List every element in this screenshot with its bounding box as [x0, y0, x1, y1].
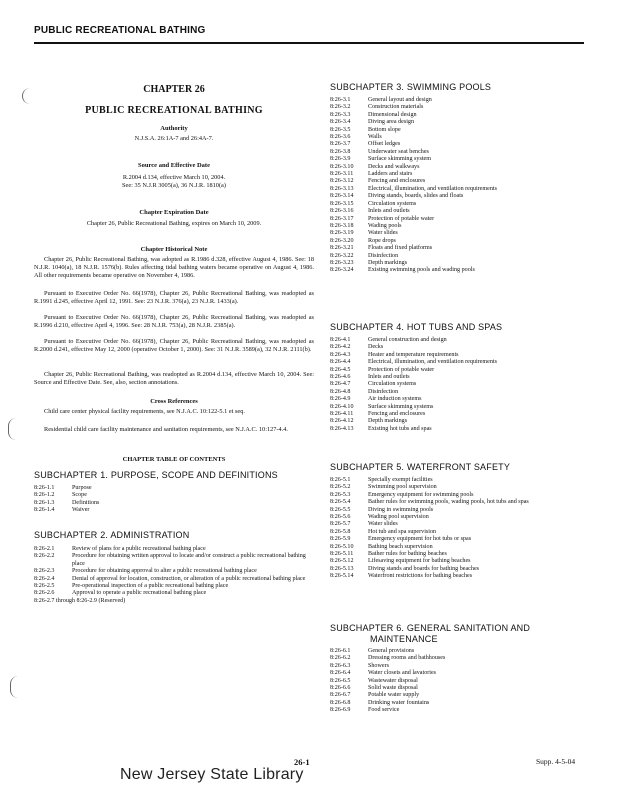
- section-title: Diving stands and boards for bathing beaches: [368, 565, 480, 572]
- toc-item[interactable]: [330, 484, 590, 491]
- section-number: 8:26-3.22: [330, 252, 354, 259]
- section-title: Water closets and lavatories: [368, 670, 437, 677]
- toc-item[interactable]: [330, 216, 590, 223]
- toc-item[interactable]: [34, 492, 314, 499]
- cross-references-heading: Cross References: [150, 398, 198, 405]
- section-title: Hot tub and spa supervision: [368, 528, 437, 535]
- section-number: 8:26-3.11: [330, 171, 354, 178]
- section-number: 8:26-3.8: [330, 148, 351, 155]
- toc-item[interactable]: [330, 536, 590, 543]
- section-title: Definitions: [72, 499, 100, 506]
- section-title: Protection of potable water: [368, 215, 435, 222]
- toc-item[interactable]: [330, 692, 590, 699]
- page-number: 26-1: [294, 757, 310, 767]
- toc-item[interactable]: [330, 201, 590, 208]
- section-title: Depth markings: [368, 418, 408, 425]
- subchapter-1-list: [34, 485, 314, 515]
- section-title: Emergency equipment for swimming pools: [368, 491, 474, 498]
- subchapter-5-heading: SUBCHAPTER 5. WATERFRONT SAFETY: [330, 462, 511, 472]
- section-number: 8:26-4.1: [330, 337, 351, 343]
- section-number: 8:26-3.5: [330, 126, 351, 133]
- toc-item[interactable]: [330, 663, 590, 670]
- toc-item[interactable]: [330, 404, 590, 411]
- section-number: 8:26-4.6: [330, 374, 351, 381]
- toc-item[interactable]: [330, 396, 590, 403]
- section-number: 8:26-6.8: [330, 699, 351, 706]
- section-number: 8:26-3.21: [330, 245, 354, 252]
- section-title: Disinfection: [368, 388, 399, 395]
- section-number: 8:26-3.19: [330, 230, 354, 237]
- history-paragraph: Pursuant to Executive Order No. 66(1978), Chapter 26, Public Recreational Bathing, was readopted as R.1991 d.245, effective April 12, 1991. See: 23 N.J.R. 376(a), 23 N.J.R. 1433(a).: [34, 290, 314, 305]
- toc-item[interactable]: [330, 208, 590, 215]
- section-title: Diving stands, boards, slides and floats: [368, 193, 464, 200]
- section-title: Water slides: [368, 230, 398, 237]
- toc-item[interactable]: [330, 253, 590, 260]
- section-number: 8:26-3.15: [330, 200, 354, 207]
- cross-reference: Residential child care facility maintenance and sanitation requirements, see N.J.A.C. 10:127-4.4.: [44, 426, 288, 433]
- section-title: Scope: [72, 492, 87, 499]
- section-number: 8:26-5.1: [330, 477, 351, 483]
- section-title: Approval to operate a public recreational bathing place: [72, 590, 207, 597]
- section-title: Protection of potable water: [368, 366, 435, 373]
- library-stamp: New Jersey State Library: [120, 766, 304, 783]
- toc-item[interactable]: [330, 367, 590, 374]
- toc-item[interactable]: [330, 670, 590, 677]
- subchapter-5-list: [330, 477, 590, 581]
- section-number: 8:26-6.7: [330, 692, 351, 699]
- history-paragraph: Pursuant to Executive Order No. 66(1978), Chapter 26, Public Recreational Bathing, was readopted as R.1996 d.210, effective April 4, 1996. See: 28 N.J.R. 753(a), 28 N.J.R. 2385(a).: [34, 314, 314, 329]
- subchapter-4-heading: SUBCHAPTER 4. HOT TUBS AND SPAS: [330, 322, 503, 332]
- toc-item[interactable]: [330, 411, 590, 418]
- subchapter-6-list: [330, 648, 590, 715]
- section-title: Dressing rooms and bathhouses: [368, 655, 446, 662]
- section-number: 8:26-3.3: [330, 111, 351, 118]
- section-title: Emergency equipment for hot tubs or spas: [368, 536, 472, 543]
- section-title: General layout and design: [368, 97, 432, 103]
- section-number: 8:26-4.3: [330, 351, 351, 358]
- toc-item[interactable]: [34, 590, 314, 597]
- toc-item[interactable]: [330, 648, 590, 655]
- section-title: General provisions: [368, 648, 415, 654]
- toc-item[interactable]: [330, 685, 590, 692]
- section-title: Diving area design: [368, 119, 415, 126]
- toc-item[interactable]: [330, 426, 590, 433]
- source-line-1: R.2004 d.134, effective March 10, 2004.: [122, 174, 226, 181]
- toc-item[interactable]: [330, 700, 590, 707]
- section-number: 8:26-6.3: [330, 662, 351, 669]
- toc-item[interactable]: [330, 573, 590, 580]
- toc-item-reserved[interactable]: [34, 598, 314, 605]
- section-number: 8:26-5.11: [330, 551, 354, 558]
- subchapter-4-list: [330, 337, 590, 433]
- toc-item[interactable]: [330, 164, 590, 171]
- section-title: Purpose: [72, 485, 92, 491]
- section-title: Ladders and stairs: [368, 171, 413, 178]
- section-title: Electrical, illumination, and ventilation requirements: [368, 185, 497, 192]
- toc-item[interactable]: [34, 576, 314, 583]
- toc-item[interactable]: [330, 223, 590, 230]
- section-number: 8:26-2.5: [34, 583, 55, 590]
- toc-item[interactable]: [330, 119, 590, 126]
- toc-item[interactable]: [330, 418, 590, 425]
- toc-item[interactable]: [34, 485, 314, 492]
- subchapter-2-list: [34, 546, 314, 605]
- section-number: 8:26-2.4: [34, 575, 55, 582]
- section-number: 8:26-3.1: [330, 97, 351, 103]
- section-number: 8:26-4.11: [330, 411, 354, 418]
- section-title: Existing swimming pools and wading pools: [368, 267, 475, 274]
- toc-heading: CHAPTER TABLE OF CONTENTS: [122, 456, 226, 463]
- toc-item[interactable]: [330, 477, 590, 484]
- toc-item[interactable]: [330, 359, 590, 366]
- section-title: Dimensional design: [368, 111, 417, 118]
- subchapter-6-heading: SUBCHAPTER 6. GENERAL SANITATION AND: [330, 623, 531, 633]
- toc-item[interactable]: [34, 568, 314, 575]
- toc-item[interactable]: [330, 678, 590, 685]
- authority-heading: Authority: [160, 125, 188, 132]
- section-number: 8:26-6.5: [330, 677, 351, 684]
- section-number: 8:26-4.12: [330, 418, 354, 425]
- section-title: Underwater seat benches: [368, 148, 429, 155]
- toc-item[interactable]: [330, 374, 590, 381]
- history-heading: Chapter Historical Note: [140, 246, 208, 253]
- subchapter-3-list: [330, 97, 590, 275]
- section-number: 8:26-6.9: [330, 707, 351, 714]
- toc-item[interactable]: [330, 558, 590, 565]
- subchapter-3-heading: SUBCHAPTER 3. SWIMMING POOLS: [330, 82, 492, 92]
- section-title: Review of plans for a public recreational bathing place: [72, 546, 206, 552]
- section-number: 8:26-5.9: [330, 536, 351, 543]
- section-title: Wading pools: [368, 222, 402, 229]
- toc-item[interactable]: [330, 389, 590, 396]
- authority-text: N.J.S.A. 26:1A-7 and 26:4A-7.: [134, 135, 214, 142]
- toc-item[interactable]: [330, 337, 590, 344]
- binder-mark: [22, 88, 33, 104]
- section-number: 8:26-3.14: [330, 193, 354, 200]
- toc-item[interactable]: [330, 156, 590, 163]
- section-number: 8:26-3.12: [330, 178, 354, 185]
- toc-item[interactable]: [330, 97, 590, 104]
- section-number: 8:26-5.4: [330, 499, 351, 506]
- section-number: 8:26-3.2: [330, 104, 351, 111]
- section-number: 8:26-5.7: [330, 521, 351, 528]
- section-title: Electrical, illumination, and ventilation requirements: [368, 359, 497, 366]
- section-number: 8:26-3.4: [330, 119, 351, 126]
- section-title: Inlets and outlets: [368, 208, 410, 215]
- binder-mark: [10, 676, 21, 698]
- section-title: Fencing and enclosures: [368, 178, 426, 185]
- section-number: 8:26-2.3: [34, 568, 55, 575]
- section-title: Waiver: [72, 507, 90, 514]
- section-title: Bather rules for bathing beaches: [368, 551, 447, 558]
- expiration-text: Chapter 26, Public Recreational Bathing, expires on March 10, 2009.: [86, 220, 262, 227]
- toc-item[interactable]: [34, 500, 314, 507]
- toc-item[interactable]: [330, 381, 590, 388]
- toc-item[interactable]: [330, 521, 590, 528]
- toc-item[interactable]: [330, 544, 590, 551]
- binder-mark: [8, 418, 19, 440]
- toc-item[interactable]: [330, 260, 590, 267]
- toc-item[interactable]: [34, 507, 314, 514]
- section-title: Surface skimming systems: [368, 403, 434, 410]
- section-number: 8:26-4.10: [330, 403, 354, 410]
- section-number: 8:26-2.1: [34, 546, 55, 552]
- subchapter-1-heading: SUBCHAPTER 1. PURPOSE, SCOPE AND DEFINITIONS: [34, 470, 278, 480]
- section-title: General construction and design: [368, 337, 447, 343]
- section-number: 8:26-1.4: [34, 507, 55, 514]
- toc-item[interactable]: [330, 178, 590, 185]
- section-number: 8:26-3.13: [330, 185, 354, 192]
- section-title: Inlets and outlets: [368, 374, 410, 381]
- section-title: Bottom slope: [368, 126, 401, 133]
- source-heading: Source and Effective Date: [138, 162, 210, 169]
- toc-item[interactable]: [330, 352, 590, 359]
- toc-item[interactable]: [330, 507, 590, 514]
- section-title: Procedure for obtaining approval to alter a public recreational bathing place: [72, 568, 257, 575]
- section-number: 8:26-5.5: [330, 506, 351, 513]
- toc-item[interactable]: [330, 245, 590, 252]
- subchapter-2-heading: SUBCHAPTER 2. ADMINISTRATION: [34, 530, 190, 540]
- section-number: 8:26-6.2: [330, 655, 351, 662]
- section-number: 8:26-5.13: [330, 565, 354, 572]
- section-title: Decks and walkways: [368, 163, 420, 170]
- section-title: Depth markings: [368, 259, 408, 266]
- section-title: Food service: [368, 707, 400, 714]
- history-paragraph: Pursuant to Executive Order No. 66(1978), Chapter 26, Public Recreational Bathing, was readopted as R.2000 d.241, effective May 12, 2000 (operative October 1, 2000). See: 31 N.J.R. 3589(a), 32 N.J.R. 2111(b).: [34, 338, 314, 353]
- section-title: Waterfront restrictions for bathing beaches: [368, 573, 473, 580]
- section-number: 8:26-4.7: [330, 381, 351, 388]
- section-title: Potable water supply: [368, 692, 420, 699]
- section-title: Decks: [368, 344, 384, 351]
- section-title: Construction materials: [368, 104, 424, 111]
- section-title: Wastewater disposal: [368, 677, 418, 684]
- section-title: Drinking water fountains: [368, 699, 430, 706]
- section-number: 8:26-5.8: [330, 528, 351, 535]
- section-title: Rope drops: [368, 237, 396, 244]
- section-number: 8:26-3.10: [330, 163, 354, 170]
- section-number: 8:26-6.1: [330, 648, 351, 654]
- toc-item[interactable]: [330, 112, 590, 119]
- section-title: Circulation systems: [368, 381, 417, 388]
- toc-item[interactable]: [330, 344, 590, 351]
- section-number: 8:26-3.6: [330, 134, 351, 141]
- section-title: Procedure for obtaining written approval to locate and/or construct a public recreational bathing place: [72, 553, 306, 567]
- section-title: 8:26-2.7 through 8:26-2.9 (Reserved): [34, 597, 126, 604]
- section-title: Floats and fixed platforms: [368, 245, 433, 252]
- section-number: 8:26-4.9: [330, 396, 351, 403]
- section-number: 8:26-3.7: [330, 141, 351, 148]
- section-number: 8:26-1.2: [34, 492, 55, 499]
- header-rule: [34, 42, 584, 44]
- section-title: Bathing beach supervision: [368, 543, 433, 550]
- section-title: Wading pool supervision: [368, 514, 429, 521]
- section-title: Swimming pool supervision: [368, 484, 437, 491]
- section-number: 8:26-3.23: [330, 259, 354, 266]
- section-title: Circulation systems: [368, 200, 417, 207]
- toc-item[interactable]: [330, 238, 590, 245]
- subchapter-6-heading-continued: MAINTENANCE: [370, 634, 438, 644]
- toc-item[interactable]: [330, 514, 590, 521]
- section-title: Disinfection: [368, 252, 399, 259]
- section-number: 8:26-4.5: [330, 366, 351, 373]
- section-number: 8:26-3.9: [330, 156, 351, 163]
- section-title: Lifesaving equipment for bathing beaches: [368, 558, 471, 565]
- section-number: 8:26-3.16: [330, 208, 354, 215]
- history-paragraph: Chapter 26, Public Recreational Bathing, was readopted as R.2004 d.134, effective March 10, 2004. See: Source and Effective Date. See, also, section annotations.: [34, 371, 314, 386]
- toc-item[interactable]: [330, 707, 590, 714]
- section-number: 8:26-2.6: [34, 590, 55, 597]
- toc-item[interactable]: [330, 193, 590, 200]
- section-number: 8:26-5.10: [330, 543, 354, 550]
- section-number: 8:26-3.20: [330, 237, 354, 244]
- section-title: Air induction systems: [368, 396, 422, 403]
- section-title: Diving in swimming pools: [368, 506, 434, 513]
- section-title: Offset ledges: [368, 141, 401, 148]
- section-number: 8:26-4.4: [330, 359, 351, 366]
- running-head: PUBLIC RECREATIONAL BATHING: [34, 25, 206, 36]
- chapter-title: PUBLIC RECREATIONAL BATHING: [85, 105, 263, 116]
- section-title: Specially exempt facilities: [368, 477, 433, 483]
- toc-item[interactable]: [330, 655, 590, 662]
- section-number: 8:26-5.2: [330, 484, 351, 491]
- section-title: Walls: [368, 134, 382, 141]
- section-number: 8:26-5.14: [330, 573, 354, 580]
- section-number: 8:26-3.17: [330, 215, 354, 222]
- supplement-date: Supp. 4-5-04: [536, 757, 576, 766]
- toc-item[interactable]: [330, 171, 590, 178]
- section-number: 8:26-6.4: [330, 670, 351, 677]
- chapter-label: CHAPTER 26: [143, 84, 205, 95]
- toc-item[interactable]: [330, 230, 590, 237]
- toc-item[interactable]: [330, 499, 590, 506]
- section-number: 8:26-3.18: [330, 222, 354, 229]
- section-title: Bather rules for swimming pools, wading pools, hot tubs and spas: [368, 499, 529, 506]
- toc-item[interactable]: [34, 583, 314, 590]
- section-number: 8:26-2.2: [34, 553, 55, 560]
- expiration-heading: Chapter Expiration Date: [139, 209, 209, 216]
- source-line-2: See: 35 N.J.R 3005(a), 36 N.J.R. 1810(a): [122, 182, 226, 189]
- section-number: 8:26-4.8: [330, 388, 351, 395]
- section-number: 8:26-4.13: [330, 425, 354, 432]
- toc-item[interactable]: [330, 141, 590, 148]
- section-title: Heater and temperature requirements: [368, 351, 459, 358]
- section-title: Denial of approval for location, construction, or alteration of a public recreational bathing place: [72, 575, 306, 582]
- section-number: 8:26-1.1: [34, 485, 55, 491]
- section-number: 8:26-1.3: [34, 499, 55, 506]
- section-title: Existing hot tubs and spas: [368, 425, 432, 432]
- section-title: Fencing and enclosures: [368, 411, 426, 418]
- section-number: 8:26-6.6: [330, 685, 351, 692]
- section-number: 8:26-5.3: [330, 491, 351, 498]
- section-title: Solid waste disposal: [368, 685, 418, 692]
- cross-reference: Child care center physical facility requirements, see N.J.A.C. 10:122-5.1 et seq.: [44, 408, 245, 415]
- section-number: 8:26-4.2: [330, 344, 351, 351]
- toc-item[interactable]: [330, 267, 590, 274]
- toc-item[interactable]: [330, 104, 590, 111]
- toc-item[interactable]: [330, 127, 590, 134]
- section-number: 8:26-5.6: [330, 514, 351, 521]
- section-title: Showers: [368, 662, 389, 669]
- section-title: Water slides: [368, 521, 398, 528]
- section-title: Pre-operational inspection of a public recreational bathing place: [72, 583, 229, 590]
- section-number: 8:26-3.24: [330, 267, 354, 274]
- toc-item[interactable]: [34, 553, 314, 568]
- section-number: 8:26-5.12: [330, 558, 354, 565]
- history-paragraph: Chapter 26, Public Recreational Bathing, was adopted as R.1986 d.328, effective August 4, 1986. See: 18 N.J.R. 1040(a), 18 N.J.R. 1576(b). Rules affecting tidal bathing waters became operative on August 4, 1986. All other requirements became operative on November 4, 1986.: [34, 256, 314, 279]
- section-title: Surface skimming system: [368, 156, 431, 163]
